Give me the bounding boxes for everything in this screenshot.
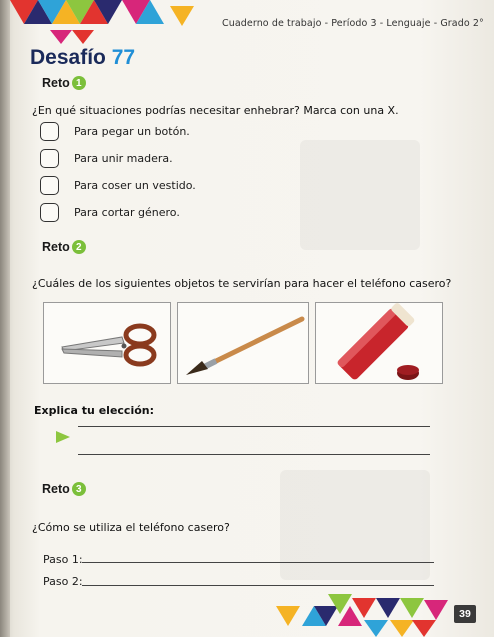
paintbrush-icon: [178, 303, 308, 383]
workbook-header: Cuaderno de trabajo - Período 3 - Lenguaje - Grado 2°: [222, 18, 484, 29]
reto-1-badge: 1: [72, 76, 86, 90]
top-triangle-decoration: [10, 0, 200, 44]
option-label-3: Para coser un vestido.: [74, 179, 196, 192]
reto-1-label: Reto: [42, 76, 70, 90]
page-spine: [0, 0, 10, 637]
arrow-icon: [56, 431, 70, 443]
option-checkbox-1[interactable]: [40, 122, 59, 141]
option-row: [40, 122, 190, 141]
reto-3-question: ¿Cómo se utiliza el teléfono casero?: [32, 521, 230, 534]
reto-3-badge: 3: [72, 482, 86, 496]
option-row: [40, 149, 173, 168]
object-option-glue-stick[interactable]: [315, 302, 443, 384]
option-checkbox-2[interactable]: [40, 149, 59, 168]
title-number: 77: [111, 46, 136, 69]
reto-2-badge: 2: [72, 240, 86, 254]
reto-2-question: ¿Cuáles de los siguientes objetos te servirían para hacer el teléfono casero?: [32, 277, 452, 290]
glue-stick-icon: [316, 303, 442, 383]
show-through-shadow: [280, 470, 430, 580]
reto-2-heading: [42, 240, 86, 254]
option-row: [40, 203, 180, 222]
option-label-4: Para cortar género.: [74, 206, 180, 219]
scissors-icon: [44, 303, 170, 383]
option-label-1: Para pegar un botón.: [74, 125, 190, 138]
step-1-answer-line[interactable]: [82, 562, 434, 563]
explain-label: Explica tu elección:: [34, 404, 155, 417]
bottom-triangle-decoration: [272, 590, 462, 637]
option-checkbox-3[interactable]: [40, 176, 59, 195]
reto-1-heading: [42, 76, 86, 90]
explain-answer-line-2[interactable]: [78, 454, 430, 455]
reto-3-heading: [42, 482, 86, 496]
object-option-scissors[interactable]: [43, 302, 171, 384]
option-checkbox-4[interactable]: [40, 203, 59, 222]
option-row: [40, 176, 196, 195]
step-1-label: Paso 1:: [43, 553, 83, 566]
reto-3-label: Reto: [42, 482, 70, 496]
explain-answer-line-1[interactable]: [78, 426, 430, 427]
step-2-label: Paso 2:: [43, 575, 83, 588]
object-option-paintbrush[interactable]: [177, 302, 309, 384]
option-label-2: Para unir madera.: [74, 152, 173, 165]
step-2-answer-line[interactable]: [82, 585, 434, 586]
page-title: [30, 46, 135, 70]
reto-1-question: ¿En qué situaciones podrías necesitar enhebrar? Marca con una X.: [32, 104, 399, 117]
reto-2-label: Reto: [42, 240, 70, 254]
show-through-shadow: [300, 140, 420, 250]
page-number: 39: [454, 605, 476, 623]
title-label: Desafío: [30, 46, 106, 69]
